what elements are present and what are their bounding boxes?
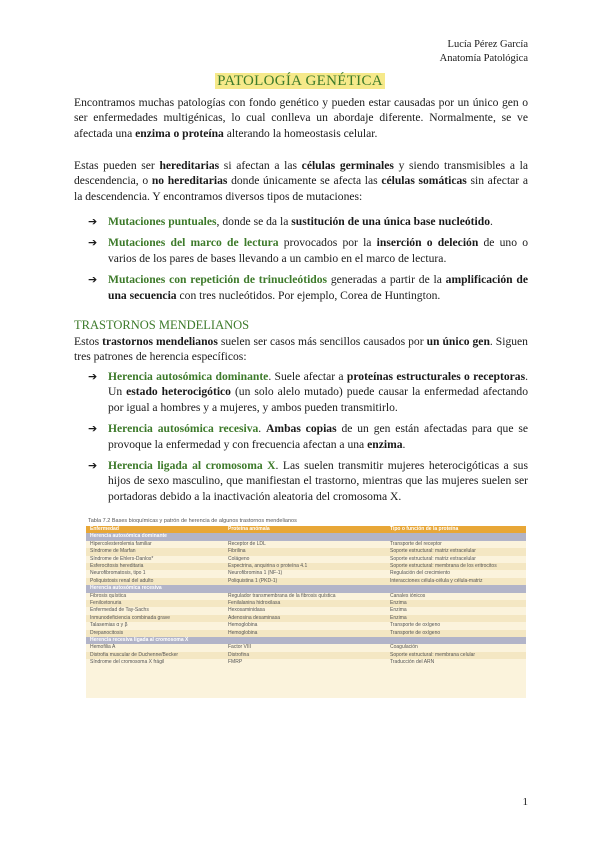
table-section-row (86, 533, 526, 540)
table-cell: Transporte del receptor (390, 540, 442, 547)
table-row (86, 600, 526, 607)
arrow-icon: ➔ (88, 370, 98, 383)
table-section-label: Herencia autosómica recesiva (90, 585, 162, 592)
table-cell: Receptor de LDL (228, 540, 266, 547)
table-cell: Hemoglobina (228, 629, 258, 636)
table-cell: Esferocitosis hereditaria (90, 563, 144, 569)
table-cell: Síndrome de Ehlers-Danlos* (90, 555, 154, 562)
subject-name: Anatomía Patológica (439, 53, 528, 64)
table-cell: Hemoglobina (228, 622, 258, 629)
table-cell: Poliquistosis renal del adulto (90, 577, 154, 584)
table-cell: Soporte estructural: matriz extracelular (390, 548, 476, 555)
list-item: ➔ Herencia autosómica recesiva. Ambas copias de un gen están afectadas para que se provoque la enfermedad y con frecuencia afectan a una enzima. (88, 422, 528, 451)
table-cell: Coagulación (390, 644, 418, 651)
table-cell: Poliquistina 1 (PKD-1) (228, 577, 278, 584)
table-section-label: Herencia recesiva ligada al cromosoma X (90, 637, 189, 643)
table-cell: Hexosaminidasa (228, 607, 265, 614)
table-cell: Soporte estructural: matriz extracelular (390, 555, 476, 562)
arrow-icon: ➔ (88, 422, 98, 436)
table-row (86, 563, 526, 570)
table-cell: Inmunodeficiencia combinada grave (90, 614, 171, 621)
author-name: Lucía Pérez García (447, 39, 528, 50)
table-cell: Fibrosis quística (90, 592, 127, 599)
table-row (86, 541, 526, 548)
table-row (86, 607, 526, 614)
table-section-row (86, 585, 526, 592)
table-cell: Neurofibromina 1 (NF-1) (228, 570, 283, 577)
table-header (86, 526, 526, 533)
table-cell: Regulador transmembrana de la fibrosis quística (228, 592, 336, 599)
list-item: ➔ Herencia ligada al cromosoma X. Las suelen transmitir mujeres heterocigóticas a sus hijos de sexo masculino, que manifiestan el trastorno, mientras que las mujeres suelen ser portadoras debido a la inactivación aleatoria del cromosoma X. (88, 459, 528, 503)
table-cell: Hemofilia A (90, 644, 116, 651)
table-cell: Enfermedad de Tay-Sachs (90, 607, 149, 614)
table-cell: Interacciones célula-célula y célula-matriz (390, 577, 483, 584)
table-cell: Tipo o función de la proteína (390, 526, 459, 532)
table-row (86, 659, 526, 666)
mutation-list (88, 214, 528, 309)
arrow-icon: ➔ (88, 273, 98, 287)
table-cell: Síndrome del cromosoma X frágil (90, 659, 165, 666)
table-row (86, 556, 526, 563)
table-cell: Hipercolesterolemia familiar (90, 540, 152, 547)
table-row (86, 548, 526, 555)
table-row (86, 622, 526, 629)
table-row (86, 615, 526, 622)
table-cell: Transporte de oxígeno (390, 622, 441, 629)
hereditary-paragraph: Estas pueden ser hereditarias si afectan a las células germinales y siendo transmisibles a la descendencia, o no hereditarias donde únicamente se afecta las células somáticas sin afectar a la descendencia. Y encontramos diversos tipos de mutaciones: (74, 159, 528, 203)
table-row (86, 593, 526, 600)
table-cell: Enzima (390, 600, 407, 606)
table-row (86, 644, 526, 651)
table-section-row (86, 637, 526, 644)
table-cell: Colágeno (228, 555, 250, 562)
arrow-icon: ➔ (88, 236, 98, 250)
table-cell: Enzima (390, 607, 407, 614)
table-cell: Neurofibromatosis, tipo 1 (90, 570, 146, 577)
inheritance-list (88, 369, 528, 510)
table-cell: Talasemias α y β (90, 622, 128, 629)
mendelian-disorders-table (86, 518, 526, 698)
list-item: ➔ Mutaciones con repetición de trinucleótidos generadas a partir de la amplificación de una secuencia con tres nucleótidos. Por ejemplo, Corea de Huntington. (88, 273, 528, 302)
arrow-icon: ➔ (88, 215, 98, 228)
table-cell: Espectrina, anquirina o proteína 4.1 (228, 563, 308, 569)
table-cell: Traducción del ARN (390, 659, 435, 666)
table-cell: FMRP (228, 659, 243, 666)
table-cell: Distrofina (228, 651, 250, 658)
table-cell: Fenilalanina hidroxilasa (228, 600, 281, 606)
page-number: 1 (522, 796, 528, 808)
table-row (86, 652, 526, 659)
table-cell: Síndrome de Marfan (90, 548, 136, 555)
section-heading: TRASTORNOS MENDELIANOS (74, 318, 250, 332)
page-header (440, 38, 528, 66)
table-cell: Soporte estructural: membrana de los eritrocitos (390, 563, 497, 569)
table-row (86, 630, 526, 637)
table-cell: Soporte estructural: membrana celular (390, 651, 476, 658)
table-cell: Fenilcetonuria (90, 600, 122, 606)
table-cell: Regulación del crecimiento (390, 570, 451, 577)
table-cell: Transporte de oxígeno (390, 629, 441, 636)
table-cell: Drepanocitosis (90, 629, 124, 636)
table-cell: Adenosina desaminasa (228, 614, 280, 621)
table-caption: Tabla 7.2 Bases bioquímicas y patrón de herencia de algunos trastornos mendelianos (88, 518, 297, 524)
table-cell: Proteína anómala (228, 526, 270, 532)
list-item: ➔ Herencia autosómica dominante. Suele afectar a proteínas estructurales o receptoras. Un estado heterocigótico (un solo alelo mutado) puede causar la enfermedad afectando por igual a hombres y a mujeres, y ambos pueden transmitirlo. (88, 370, 529, 414)
table-cell: Distrofia muscular de Duchenne/Becker (90, 651, 179, 658)
table-cell: Fibrilina (228, 548, 246, 555)
table-cell: Factor VIII (228, 644, 252, 651)
mendelian-paragraph: Estos trastornos mendelianos suelen ser casos más sencillos causados por un único gen. Siguen tres patrones de herencia específicos: (74, 335, 528, 364)
table-row (86, 570, 526, 577)
table-row (86, 578, 526, 585)
arrow-icon: ➔ (88, 459, 98, 473)
table-cell: Enfermedad (90, 526, 119, 532)
page-title: PATOLOGÍA GENÉTICA (217, 73, 383, 89)
table-cell: Enzima (390, 614, 407, 621)
list-item: ➔ Mutaciones puntuales, donde se da la sustitución de una única base nucleótido. (88, 215, 493, 228)
table-section-label: Herencia autosómica dominante (90, 533, 167, 540)
list-item: ➔ Mutaciones del marco de lectura provocados por la inserción o deleción de uno o varios de los pares de bases llevando a un cambio en el marco de lectura. (88, 236, 529, 265)
table-cell: Canales iónicos (390, 592, 426, 599)
intro-paragraph: Encontramos muchas patologías con fondo genético y pueden estar causadas por un único gen o ser enfermedades multigénicas, lo cual conlleva un abordaje diferente. Normalmente, se ve afectada una enzima o proteína alterando la homeostasis celular. (74, 96, 528, 140)
